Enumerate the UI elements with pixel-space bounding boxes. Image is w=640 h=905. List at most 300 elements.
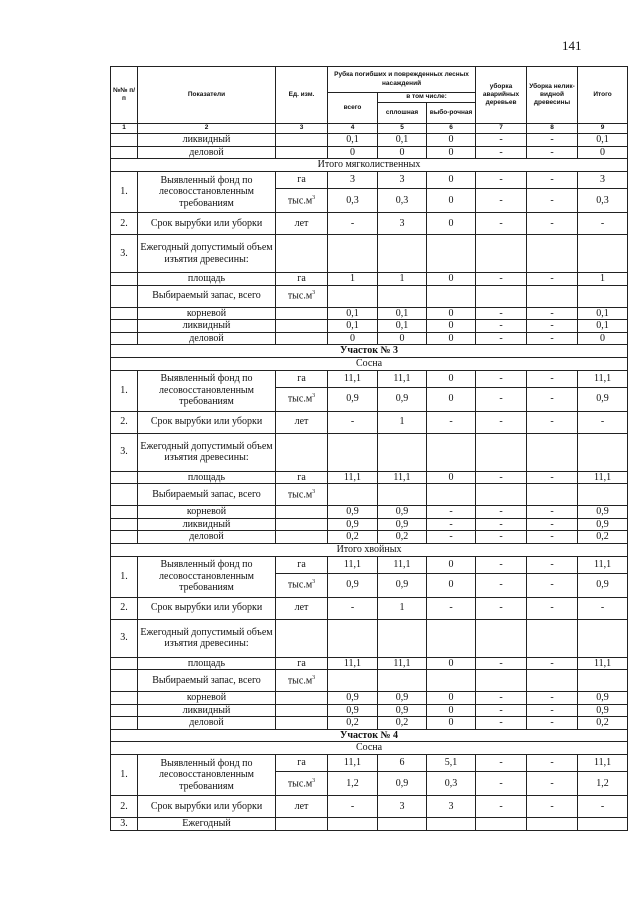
indicator: Выявленный фонд по лесовосстановленным требованиям xyxy=(138,370,276,411)
unit-cell xyxy=(276,235,328,273)
val-sploshnaya: 0,2 xyxy=(378,531,427,544)
val-nelikvid: - xyxy=(527,172,578,189)
val-vyborochnaya: 0 xyxy=(427,134,476,147)
indicator: деловой xyxy=(138,146,276,159)
indicator: ликвидный xyxy=(138,704,276,717)
table-row xyxy=(111,818,628,831)
val-vyborochnaya: 0 xyxy=(427,189,476,213)
val-total: 0,9 xyxy=(328,506,378,519)
row-num: 2. xyxy=(111,411,138,433)
val-itogo: - xyxy=(578,213,628,235)
val-nelikvid: - xyxy=(527,411,578,433)
row-num: 3. xyxy=(111,433,138,471)
indicator: площадь xyxy=(138,657,276,670)
row-num xyxy=(111,146,138,159)
header-itogo: Итого xyxy=(578,67,628,124)
column-number: 7 xyxy=(476,124,527,134)
val-sploshnaya: 0,9 xyxy=(378,692,427,705)
val-total: 11,1 xyxy=(328,556,378,573)
column-number: 6 xyxy=(427,124,476,134)
val-nelikvid xyxy=(527,670,578,692)
val-sploshnaya: 0,9 xyxy=(378,518,427,531)
row-num xyxy=(111,704,138,717)
table-row xyxy=(111,273,628,286)
val-itogo: 0,1 xyxy=(578,320,628,333)
val-nelikvid xyxy=(527,619,578,657)
val-total: 0,1 xyxy=(328,307,378,320)
val-nelikvid: - xyxy=(527,573,578,597)
val-sploshnaya: 11,1 xyxy=(378,370,427,387)
subsection-heading: Итого мягколиственных xyxy=(111,159,628,172)
table-row xyxy=(111,692,628,705)
val-vyborochnaya: - xyxy=(427,518,476,531)
val-vyborochnaya: 0 xyxy=(427,692,476,705)
val-nelikvid xyxy=(527,285,578,307)
val-vyborochnaya: 0 xyxy=(427,556,476,573)
column-number: 3 xyxy=(276,124,328,134)
subsection-row xyxy=(111,543,628,556)
val-itogo: 0,2 xyxy=(578,717,628,730)
row-num xyxy=(111,307,138,320)
val-nelikvid: - xyxy=(527,320,578,333)
indicator: Ежегодный допустимый объем изъятия древесины: xyxy=(138,433,276,471)
indicator: ликвидный xyxy=(138,518,276,531)
val-total: 0,9 xyxy=(328,573,378,597)
val-total: 0,3 xyxy=(328,189,378,213)
unit-cell: га xyxy=(276,657,328,670)
val-sploshnaya: 3 xyxy=(378,213,427,235)
unit-cell: лет xyxy=(276,796,328,818)
val-vyborochnaya xyxy=(427,818,476,831)
cube-superscript: 3 xyxy=(312,393,316,400)
section-heading-row xyxy=(111,345,628,358)
indicator: Ежегодный допустимый объем изъятия древесины: xyxy=(138,235,276,273)
val-total: 1,2 xyxy=(328,772,378,796)
val-itogo: 0,1 xyxy=(578,134,628,147)
indicator: Выбираемый запас, всего xyxy=(138,484,276,506)
val-nelikvid: - xyxy=(527,370,578,387)
table-row xyxy=(111,518,628,531)
val-avar xyxy=(476,285,527,307)
table-row xyxy=(111,235,628,273)
table-row xyxy=(111,213,628,235)
val-itogo: 11,1 xyxy=(578,657,628,670)
subsection-row xyxy=(111,742,628,755)
unit-cell xyxy=(276,692,328,705)
section-heading: Участок № 4 xyxy=(111,729,628,742)
row-num xyxy=(111,484,138,506)
indicator: деловой xyxy=(138,332,276,345)
val-vyborochnaya: 0 xyxy=(427,573,476,597)
column-number: 5 xyxy=(378,124,427,134)
header-nelikvid: Уборка нелик-видной древесины xyxy=(527,67,578,124)
val-total: 0,9 xyxy=(328,704,378,717)
section-heading: Участок № 3 xyxy=(111,345,628,358)
val-itogo: 0 xyxy=(578,332,628,345)
table-row xyxy=(111,670,628,692)
indicator: Срок вырубки или уборки xyxy=(138,411,276,433)
val-nelikvid: - xyxy=(527,273,578,286)
val-avar: - xyxy=(476,556,527,573)
val-itogo: 3 xyxy=(578,172,628,189)
unit-cell xyxy=(276,818,328,831)
table-row xyxy=(111,433,628,471)
val-avar: - xyxy=(476,717,527,730)
val-vyborochnaya: - xyxy=(427,411,476,433)
val-itogo xyxy=(578,670,628,692)
unit-cell: лет xyxy=(276,597,328,619)
val-nelikvid: - xyxy=(527,387,578,411)
val-nelikvid xyxy=(527,433,578,471)
val-nelikvid: - xyxy=(527,657,578,670)
val-vyborochnaya: 0 xyxy=(427,704,476,717)
unit-cell: лет xyxy=(276,213,328,235)
val-itogo: 1,2 xyxy=(578,772,628,796)
val-sploshnaya: 3 xyxy=(378,796,427,818)
val-vyborochnaya: 0 xyxy=(427,307,476,320)
table-header xyxy=(111,67,628,134)
val-itogo: 0,9 xyxy=(578,387,628,411)
val-sploshnaya: 1 xyxy=(378,273,427,286)
val-total xyxy=(328,619,378,657)
val-total: - xyxy=(328,597,378,619)
column-number: 1 xyxy=(111,124,138,134)
val-vyborochnaya: 3 xyxy=(427,796,476,818)
row-num: 1. xyxy=(111,755,138,796)
val-sploshnaya: 0,3 xyxy=(378,189,427,213)
val-avar xyxy=(476,619,527,657)
table-row xyxy=(111,657,628,670)
val-avar: - xyxy=(476,172,527,189)
indicator: ликвидный xyxy=(138,320,276,333)
column-numbers-row xyxy=(111,124,628,134)
val-avar: - xyxy=(476,273,527,286)
val-avar: - xyxy=(476,320,527,333)
val-vyborochnaya: - xyxy=(427,506,476,519)
table-row xyxy=(111,755,628,772)
val-sploshnaya xyxy=(378,484,427,506)
val-itogo: - xyxy=(578,411,628,433)
val-vyborochnaya xyxy=(427,619,476,657)
val-sploshnaya: 0 xyxy=(378,146,427,159)
val-sploshnaya xyxy=(378,670,427,692)
val-avar: - xyxy=(476,573,527,597)
table-row xyxy=(111,484,628,506)
val-avar: - xyxy=(476,518,527,531)
val-avar: - xyxy=(476,506,527,519)
table-row xyxy=(111,556,628,573)
column-number: 4 xyxy=(328,124,378,134)
table-row xyxy=(111,307,628,320)
unit-cell: га xyxy=(276,370,328,387)
unit-cell: $тыс.м^3$ xyxy=(276,573,328,597)
subsection-heading: Итого хвойных xyxy=(111,543,628,556)
val-sploshnaya: 0 xyxy=(378,332,427,345)
indicator: Ежегодный допустимый объем изъятия древесины: xyxy=(138,619,276,657)
column-number: 9 xyxy=(578,124,628,134)
val-total: 0,1 xyxy=(328,134,378,147)
val-sploshnaya: 0,1 xyxy=(378,307,427,320)
val-nelikvid: - xyxy=(527,332,578,345)
val-total: - xyxy=(328,411,378,433)
val-avar xyxy=(476,433,527,471)
val-total: 3 xyxy=(328,172,378,189)
val-itogo: 0,1 xyxy=(578,307,628,320)
indicator: Выявленный фонд по лесовосстановленным требованиям xyxy=(138,172,276,213)
val-itogo: 11,1 xyxy=(578,556,628,573)
cube-superscript: 3 xyxy=(312,579,316,586)
val-total: 0 xyxy=(328,146,378,159)
val-itogo: 0,9 xyxy=(578,704,628,717)
val-nelikvid: - xyxy=(527,531,578,544)
subsection-row xyxy=(111,357,628,370)
table-row xyxy=(111,796,628,818)
val-avar: - xyxy=(476,597,527,619)
unit-cell xyxy=(276,332,328,345)
indicator: площадь xyxy=(138,471,276,484)
header-group: Рубка погибших и поврежденных лесных насаждений xyxy=(328,67,476,93)
val-vyborochnaya: 0 xyxy=(427,657,476,670)
unit-cell: га xyxy=(276,273,328,286)
table-row xyxy=(111,134,628,147)
page-number: 141 xyxy=(562,38,582,53)
cube-superscript: 3 xyxy=(312,674,316,681)
val-avar: - xyxy=(476,370,527,387)
val-sploshnaya: 11,1 xyxy=(378,556,427,573)
header-vyborochnaya: выбо-рочная xyxy=(427,103,476,124)
val-vyborochnaya: 0,3 xyxy=(427,772,476,796)
indicator: Срок вырубки или уборки xyxy=(138,796,276,818)
val-avar: - xyxy=(476,772,527,796)
unit-cell: $тыс.м^3$ xyxy=(276,670,328,692)
val-avar: - xyxy=(476,692,527,705)
header-num: №№ п/п xyxy=(111,67,138,124)
table-row xyxy=(111,332,628,345)
table-row xyxy=(111,411,628,433)
column-number: 8 xyxy=(527,124,578,134)
val-total: 0,9 xyxy=(328,692,378,705)
val-total xyxy=(328,235,378,273)
val-avar: - xyxy=(476,411,527,433)
table-row xyxy=(111,506,628,519)
indicator: корневой xyxy=(138,506,276,519)
val-avar: - xyxy=(476,134,527,147)
val-sploshnaya xyxy=(378,619,427,657)
val-vyborochnaya: 5,1 xyxy=(427,755,476,772)
val-avar xyxy=(476,818,527,831)
header-incl: в том числе: xyxy=(378,93,476,103)
val-nelikvid: - xyxy=(527,213,578,235)
val-vyborochnaya xyxy=(427,433,476,471)
forest-table xyxy=(110,66,628,831)
val-sploshnaya: 0,2 xyxy=(378,717,427,730)
unit-cell xyxy=(276,531,328,544)
val-total xyxy=(328,670,378,692)
header-indicator: Показатели xyxy=(138,67,276,124)
unit-cell xyxy=(276,506,328,519)
val-total: 0 xyxy=(328,332,378,345)
val-nelikvid xyxy=(527,484,578,506)
val-avar: - xyxy=(476,189,527,213)
table-body xyxy=(111,134,628,831)
unit-cell: га xyxy=(276,172,328,189)
cube-superscript: 3 xyxy=(312,777,316,784)
val-sploshnaya: 1 xyxy=(378,411,427,433)
val-sploshnaya: 11,1 xyxy=(378,471,427,484)
val-avar: - xyxy=(476,657,527,670)
unit-cell xyxy=(276,518,328,531)
table-row xyxy=(111,285,628,307)
indicator: Выявленный фонд по лесовосстановленным требованиям xyxy=(138,755,276,796)
val-vyborochnaya: 0 xyxy=(427,387,476,411)
val-vyborochnaya xyxy=(427,484,476,506)
val-nelikvid xyxy=(527,235,578,273)
header-avar: уборка аварийных деревьев xyxy=(476,67,527,124)
header-sploshnaya: сплошная xyxy=(378,103,427,124)
unit-cell: $тыс.м^3$ xyxy=(276,285,328,307)
val-total xyxy=(328,818,378,831)
val-avar xyxy=(476,670,527,692)
unit-cell xyxy=(276,704,328,717)
val-vyborochnaya: 0 xyxy=(427,471,476,484)
val-vyborochnaya xyxy=(427,285,476,307)
val-avar: - xyxy=(476,531,527,544)
unit-cell: га xyxy=(276,556,328,573)
unit-cell: га xyxy=(276,471,328,484)
val-vyborochnaya xyxy=(427,235,476,273)
val-itogo: 11,1 xyxy=(578,471,628,484)
val-itogo xyxy=(578,484,628,506)
val-total: 11,1 xyxy=(328,370,378,387)
val-sploshnaya xyxy=(378,433,427,471)
unit-cell: $тыс.м^3$ xyxy=(276,772,328,796)
val-nelikvid: - xyxy=(527,134,578,147)
val-total xyxy=(328,484,378,506)
row-num xyxy=(111,692,138,705)
row-num xyxy=(111,531,138,544)
val-nelikvid: - xyxy=(527,692,578,705)
val-nelikvid: - xyxy=(527,189,578,213)
unit-cell: га xyxy=(276,755,328,772)
val-vyborochnaya: 0 xyxy=(427,332,476,345)
row-num xyxy=(111,471,138,484)
indicator: Выявленный фонд по лесовосстановленным требованиям xyxy=(138,556,276,597)
subsection-heading: Сосна xyxy=(111,357,628,370)
val-sploshnaya: 0,9 xyxy=(378,772,427,796)
table-row xyxy=(111,320,628,333)
val-sploshnaya xyxy=(378,285,427,307)
val-itogo: 11,1 xyxy=(578,370,628,387)
val-nelikvid: - xyxy=(527,704,578,717)
val-total: 0,1 xyxy=(328,320,378,333)
val-sploshnaya xyxy=(378,818,427,831)
val-vyborochnaya: 0 xyxy=(427,273,476,286)
row-num: 1. xyxy=(111,556,138,597)
val-avar: - xyxy=(476,471,527,484)
table-row xyxy=(111,597,628,619)
val-total: 0,2 xyxy=(328,531,378,544)
val-vyborochnaya: 0 xyxy=(427,320,476,333)
table-row xyxy=(111,531,628,544)
indicator: Ежегодный xyxy=(138,818,276,831)
val-itogo xyxy=(578,433,628,471)
val-avar: - xyxy=(476,307,527,320)
val-nelikvid: - xyxy=(527,471,578,484)
table-row xyxy=(111,146,628,159)
val-itogo: 0,2 xyxy=(578,531,628,544)
val-avar xyxy=(476,235,527,273)
section-heading-row xyxy=(111,729,628,742)
val-total: 0,2 xyxy=(328,717,378,730)
row-num xyxy=(111,518,138,531)
row-num xyxy=(111,320,138,333)
row-num: 3. xyxy=(111,235,138,273)
val-itogo: 0,3 xyxy=(578,189,628,213)
column-number: 2 xyxy=(138,124,276,134)
val-nelikvid: - xyxy=(527,506,578,519)
val-nelikvid: - xyxy=(527,146,578,159)
indicator: ликвидный xyxy=(138,134,276,147)
table-row xyxy=(111,370,628,387)
row-num xyxy=(111,134,138,147)
val-sploshnaya: 6 xyxy=(378,755,427,772)
row-num xyxy=(111,285,138,307)
row-num: 2. xyxy=(111,597,138,619)
val-itogo: 1 xyxy=(578,273,628,286)
val-itogo xyxy=(578,818,628,831)
val-avar: - xyxy=(476,704,527,717)
val-sploshnaya: 1 xyxy=(378,597,427,619)
val-nelikvid: - xyxy=(527,772,578,796)
indicator: деловой xyxy=(138,717,276,730)
val-avar: - xyxy=(476,387,527,411)
val-sploshnaya xyxy=(378,235,427,273)
val-avar: - xyxy=(476,796,527,818)
table-row xyxy=(111,704,628,717)
val-total: 11,1 xyxy=(328,755,378,772)
unit-cell xyxy=(276,146,328,159)
indicator: корневой xyxy=(138,307,276,320)
cube-superscript: 3 xyxy=(312,194,316,201)
row-num xyxy=(111,717,138,730)
table-row xyxy=(111,172,628,189)
val-sploshnaya: 0,9 xyxy=(378,387,427,411)
row-num: 2. xyxy=(111,796,138,818)
val-itogo: 11,1 xyxy=(578,755,628,772)
val-avar: - xyxy=(476,213,527,235)
val-sploshnaya: 0,1 xyxy=(378,320,427,333)
row-num: 1. xyxy=(111,172,138,213)
unit-cell xyxy=(276,619,328,657)
val-itogo xyxy=(578,285,628,307)
indicator: Выбираемый запас, всего xyxy=(138,285,276,307)
val-nelikvid: - xyxy=(527,717,578,730)
val-vyborochnaya: 0 xyxy=(427,172,476,189)
indicator: деловой xyxy=(138,531,276,544)
val-nelikvid: - xyxy=(527,556,578,573)
val-total: 11,1 xyxy=(328,657,378,670)
val-nelikvid: - xyxy=(527,755,578,772)
val-total: 0,9 xyxy=(328,518,378,531)
row-num xyxy=(111,670,138,692)
val-itogo: 0 xyxy=(578,146,628,159)
val-avar: - xyxy=(476,755,527,772)
row-num xyxy=(111,273,138,286)
val-sploshnaya: 0,9 xyxy=(378,573,427,597)
indicator: площадь xyxy=(138,273,276,286)
indicator: Выбираемый запас, всего xyxy=(138,670,276,692)
cube-superscript: 3 xyxy=(312,290,316,297)
